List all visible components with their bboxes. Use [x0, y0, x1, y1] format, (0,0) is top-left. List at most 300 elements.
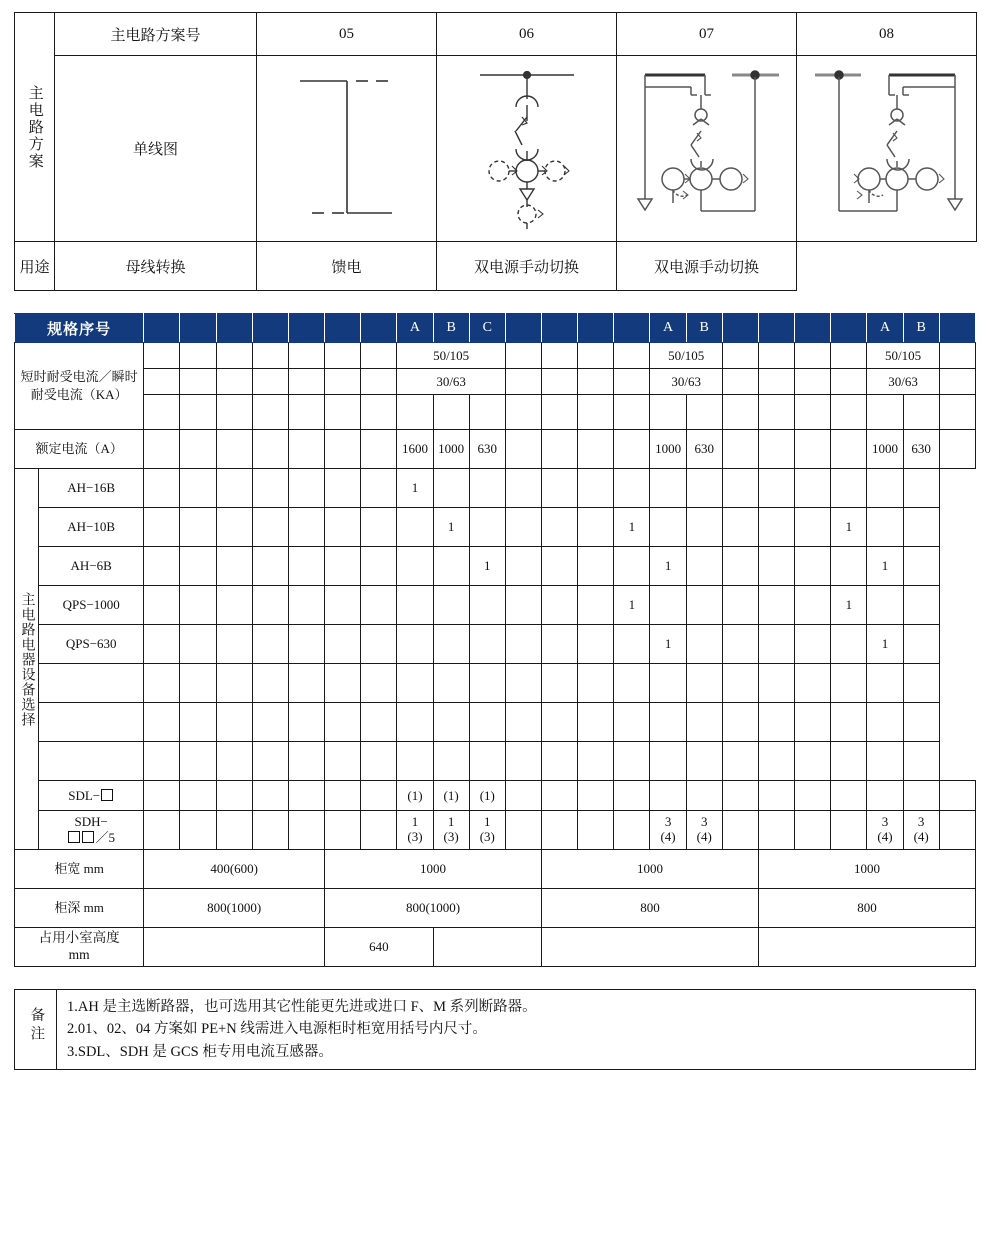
compartment-height-08 [758, 928, 975, 967]
equipment-row-sdl [15, 781, 976, 811]
cell [433, 469, 469, 508]
cell [325, 811, 361, 850]
cell [469, 395, 505, 430]
equipment-qps1000-A3: 1 [831, 586, 867, 625]
cell [216, 508, 252, 547]
equipment-sdh-B1: 1 (3) [433, 811, 469, 850]
note-line-2: 2.01、02、04 方案如 PE+N 线需进入电源柜时柜宽用括号内尺寸。 [67, 1021, 487, 1038]
notes-row [15, 990, 976, 1070]
cell [325, 664, 361, 703]
cell [903, 547, 939, 586]
cell [144, 430, 180, 469]
cell [722, 343, 758, 369]
spec-col-A-1: A [397, 314, 433, 343]
cell [469, 703, 505, 742]
cell [144, 625, 180, 664]
cell [252, 586, 288, 625]
cell [180, 343, 216, 369]
cell [867, 395, 903, 430]
cell [252, 343, 288, 369]
equipment-vertical-label-text: 主电路电器设备选择 [19, 591, 35, 727]
busbar-transfer-diagram [257, 56, 437, 242]
spec-col-B-3: B [903, 314, 939, 343]
cell [144, 664, 180, 703]
cabinet-depth-05: 800(1000) [144, 889, 325, 928]
compartment-height-06b [433, 928, 541, 967]
cell [397, 664, 433, 703]
cell [758, 811, 794, 850]
cell [542, 703, 578, 742]
cell [578, 664, 614, 703]
note-line-3: 3.SDL、SDH 是 GCS 柜专用电流互感器。 [67, 1043, 333, 1060]
cell [361, 430, 397, 469]
cell [325, 469, 361, 508]
rated-current-B3: 630 [903, 430, 939, 469]
cell [614, 742, 650, 781]
cell [505, 343, 541, 369]
cell [650, 395, 686, 430]
spec-col-18 [758, 314, 794, 343]
cabinet-depth-label: 柜深 mm [15, 889, 144, 928]
cell [252, 369, 288, 395]
dual-source-manual-transfer-diagram-1 [617, 56, 797, 242]
cell [542, 811, 578, 850]
cell [216, 703, 252, 742]
cell [650, 664, 686, 703]
spec-col-6 [325, 314, 361, 343]
cell [325, 430, 361, 469]
cell [686, 781, 722, 811]
scheme-number-label: 主电路方案号 [55, 13, 257, 56]
cell [722, 625, 758, 664]
cell [614, 703, 650, 742]
cell [650, 469, 686, 508]
cell [325, 625, 361, 664]
cell [180, 469, 216, 508]
cell [144, 395, 180, 430]
cell [722, 430, 758, 469]
cell [288, 508, 324, 547]
sdl-text: SDL− [68, 788, 114, 803]
cell [180, 508, 216, 547]
rated-current-A3: 1000 [867, 430, 903, 469]
cell [542, 430, 578, 469]
cell [180, 547, 216, 586]
spec-col-17 [722, 314, 758, 343]
cell [361, 781, 397, 811]
cell [686, 664, 722, 703]
cell [650, 742, 686, 781]
cell [433, 547, 469, 586]
cell [831, 703, 867, 742]
cell [505, 625, 541, 664]
equipment-ah10b-A2: 1 [614, 508, 650, 547]
cell [325, 547, 361, 586]
cabinet-depth-06: 800(1000) [325, 889, 542, 928]
cell [180, 430, 216, 469]
cell [216, 664, 252, 703]
notes-label [15, 990, 57, 1070]
cell [831, 811, 867, 850]
cell [144, 781, 180, 811]
spec-col-5 [288, 314, 324, 343]
spec-col-12 [542, 314, 578, 343]
cell [288, 469, 324, 508]
cell [578, 469, 614, 508]
cell [831, 547, 867, 586]
scheme-number-07: 07 [617, 13, 797, 56]
cell [831, 664, 867, 703]
cell [686, 742, 722, 781]
scheme-number-06: 06 [437, 13, 617, 56]
cell [939, 395, 975, 430]
equipment-sdh-C1: 1 (3) [469, 811, 505, 850]
cabinet-width-05: 400(600) [144, 850, 325, 889]
scheme-number-08: 08 [797, 13, 977, 56]
cell [903, 586, 939, 625]
cell [758, 781, 794, 811]
cell [542, 625, 578, 664]
cell [180, 664, 216, 703]
cell [686, 547, 722, 586]
cell [939, 811, 975, 850]
cell [722, 469, 758, 508]
cell [361, 395, 397, 430]
cell [542, 469, 578, 508]
cell [795, 781, 831, 811]
feeder-diagram [437, 56, 617, 242]
cell [650, 781, 686, 811]
cell [433, 742, 469, 781]
cell [758, 742, 794, 781]
cell [686, 625, 722, 664]
cell [325, 742, 361, 781]
usage-05: 母线转换 [55, 242, 257, 291]
rated-current-B2: 630 [686, 430, 722, 469]
cell [397, 586, 433, 625]
rated-current-label: 额定电流（A） [15, 430, 144, 469]
equipment-row-empty-3 [15, 742, 976, 781]
equipment-sdh-A2: 3 (4) [650, 811, 686, 850]
notes-label-text: 备注 [28, 1007, 45, 1045]
cell [180, 625, 216, 664]
cell [650, 703, 686, 742]
cell [903, 664, 939, 703]
cabinet-width-06: 1000 [325, 850, 542, 889]
cell [831, 625, 867, 664]
spec-col-20 [831, 314, 867, 343]
cell [795, 469, 831, 508]
cell [542, 742, 578, 781]
cell [288, 742, 324, 781]
cell [939, 369, 975, 395]
spec-col-23 [939, 314, 975, 343]
cell [505, 395, 541, 430]
cell [758, 343, 794, 369]
equipment-row-empty-1 [15, 664, 976, 703]
cell [795, 664, 831, 703]
usage-label: 用途 [15, 242, 55, 291]
cabinet-depth-row [15, 889, 976, 928]
cell [361, 664, 397, 703]
compartment-height-06: 640 [325, 928, 433, 967]
cell [831, 742, 867, 781]
cell [288, 369, 324, 395]
cell [686, 395, 722, 430]
cell [216, 811, 252, 850]
spec-col-7 [361, 314, 397, 343]
cell [867, 586, 903, 625]
cell [758, 625, 794, 664]
equipment-label-sdh: SDH− ／5 [39, 811, 144, 850]
cell [144, 508, 180, 547]
cell [578, 508, 614, 547]
cell [216, 547, 252, 586]
cell [433, 395, 469, 430]
cell [614, 430, 650, 469]
withstand-current-row-2 [15, 369, 976, 395]
cell [578, 586, 614, 625]
cell [614, 547, 650, 586]
cell [614, 781, 650, 811]
spec-col-2 [180, 314, 216, 343]
equipment-sdh-A3: 3 (4) [867, 811, 903, 850]
cell [144, 742, 180, 781]
cell [180, 742, 216, 781]
cell [542, 586, 578, 625]
cell [903, 469, 939, 508]
cell [252, 395, 288, 430]
cell [144, 369, 180, 395]
cell [216, 586, 252, 625]
cell [469, 508, 505, 547]
spec-col-11 [505, 314, 541, 343]
cell [144, 811, 180, 850]
cell [722, 781, 758, 811]
cell [505, 469, 541, 508]
cell [361, 811, 397, 850]
equipment-row-qps630 [15, 625, 976, 664]
cell [614, 469, 650, 508]
withstand-current-row-1 [15, 343, 976, 369]
single-line-diagram-row [15, 56, 977, 242]
cell [505, 430, 541, 469]
cell [722, 703, 758, 742]
side-label-text: 主电路方案 [26, 84, 43, 170]
cell [867, 469, 903, 508]
withstand-current-group3-r1: 50/105 [867, 343, 939, 369]
cell [578, 343, 614, 369]
cell [505, 586, 541, 625]
withstand-current-group1-r2: 30/63 [397, 369, 505, 395]
cell [722, 547, 758, 586]
cell [361, 547, 397, 586]
cell [144, 547, 180, 586]
cell [216, 395, 252, 430]
spec-col-C-1: C [469, 314, 505, 343]
cell [288, 547, 324, 586]
scheme-number-05: 05 [257, 13, 437, 56]
cell [758, 395, 794, 430]
cell [686, 586, 722, 625]
cell [795, 369, 831, 395]
cell [252, 742, 288, 781]
withstand-current-group2-r2: 30/63 [650, 369, 722, 395]
cell [216, 343, 252, 369]
cell [795, 395, 831, 430]
spec-col-14 [614, 314, 650, 343]
cell [469, 586, 505, 625]
cell [469, 469, 505, 508]
cell [578, 547, 614, 586]
cell [614, 664, 650, 703]
short-time-withstand-current-label: 短时耐受电流／瞬时耐受电流（KA） [15, 343, 144, 430]
cell [542, 547, 578, 586]
cell [505, 781, 541, 811]
cell [758, 430, 794, 469]
cell [361, 586, 397, 625]
equipment-label-sdl [39, 781, 144, 811]
equipment-ah6b-B3: 1 [867, 547, 903, 586]
equipment-label-empty-2 [39, 703, 144, 742]
cell [361, 369, 397, 395]
cell [397, 625, 433, 664]
cell [614, 343, 650, 369]
equipment-row-ah6b [15, 547, 976, 586]
cell [144, 586, 180, 625]
cell [216, 625, 252, 664]
cell [903, 742, 939, 781]
cell [216, 742, 252, 781]
cell [758, 664, 794, 703]
cell [542, 395, 578, 430]
cell [216, 369, 252, 395]
cell [795, 508, 831, 547]
withstand-current-group3-r2: 30/63 [867, 369, 939, 395]
spec-col-4 [252, 314, 288, 343]
cell [795, 586, 831, 625]
cell [325, 586, 361, 625]
cell [216, 781, 252, 811]
cell [252, 430, 288, 469]
cell [325, 703, 361, 742]
cell [867, 781, 903, 811]
equipment-label-empty-1 [39, 664, 144, 703]
cell [542, 508, 578, 547]
cell [252, 508, 288, 547]
spec-col-B-1: B [433, 314, 469, 343]
equipment-sdl-B1: (1) [433, 781, 469, 811]
equipment-sdh-B3: 3 (4) [903, 811, 939, 850]
cell [614, 369, 650, 395]
cell [144, 469, 180, 508]
cell [433, 586, 469, 625]
rated-current-B1: 1000 [433, 430, 469, 469]
cell [505, 664, 541, 703]
equipment-ah10b-A3: 1 [831, 508, 867, 547]
rated-current-C1: 630 [469, 430, 505, 469]
cabinet-depth-07: 800 [542, 889, 759, 928]
cell [686, 703, 722, 742]
equipment-ah6b-B2: 1 [650, 547, 686, 586]
cell [397, 547, 433, 586]
usage-08: 双电源手动切换 [617, 242, 797, 291]
cell [216, 469, 252, 508]
cell [505, 369, 541, 395]
cell [288, 625, 324, 664]
equipment-ah6b-C1: 1 [469, 547, 505, 586]
cell [252, 625, 288, 664]
cell [542, 369, 578, 395]
cell [542, 781, 578, 811]
equipment-label-ah16b: AH−16B [39, 469, 144, 508]
cell [180, 369, 216, 395]
rated-current-row [15, 430, 976, 469]
cell [867, 508, 903, 547]
cell [795, 547, 831, 586]
cell [758, 547, 794, 586]
cell [939, 781, 975, 811]
cell [578, 703, 614, 742]
cell [361, 625, 397, 664]
cabinet-width-label: 柜宽 mm [15, 850, 144, 889]
cell [361, 742, 397, 781]
note-line-1: 1.AH 是主选断路器，也可选用其它性能更先进或进口 F、M 系列断路器。 [67, 999, 537, 1015]
cell [867, 742, 903, 781]
equipment-qps630-B3: 1 [867, 625, 903, 664]
cell [252, 703, 288, 742]
cell [722, 395, 758, 430]
withstand-current-group2-r1: 50/105 [650, 343, 722, 369]
usage-06: 馈电 [257, 242, 437, 291]
cell [361, 343, 397, 369]
cell [831, 781, 867, 811]
cell [831, 430, 867, 469]
cell [180, 586, 216, 625]
cell [722, 811, 758, 850]
cell [903, 395, 939, 430]
equipment-label-ah6b: AH−6B [39, 547, 144, 586]
cell [180, 395, 216, 430]
cabinet-width-08: 1000 [758, 850, 975, 889]
cell [361, 469, 397, 508]
equipment-row-ah10b [15, 508, 976, 547]
cell [252, 811, 288, 850]
rated-current-A1: 1600 [397, 430, 433, 469]
cell [578, 811, 614, 850]
cell [542, 343, 578, 369]
equipment-qps630-B2: 1 [650, 625, 686, 664]
cell [469, 664, 505, 703]
cell [686, 469, 722, 508]
cell [795, 430, 831, 469]
cell [903, 781, 939, 811]
usage-07: 双电源手动切换 [437, 242, 617, 291]
cell [325, 395, 361, 430]
equipment-label-empty-3 [39, 742, 144, 781]
cell [614, 395, 650, 430]
cell [252, 781, 288, 811]
cell [614, 625, 650, 664]
cell [831, 469, 867, 508]
cell [650, 586, 686, 625]
cell [325, 369, 361, 395]
cell [505, 547, 541, 586]
cell [722, 369, 758, 395]
cell [505, 811, 541, 850]
notes-table [14, 989, 976, 1070]
main-circuit-scheme-table [14, 12, 977, 291]
